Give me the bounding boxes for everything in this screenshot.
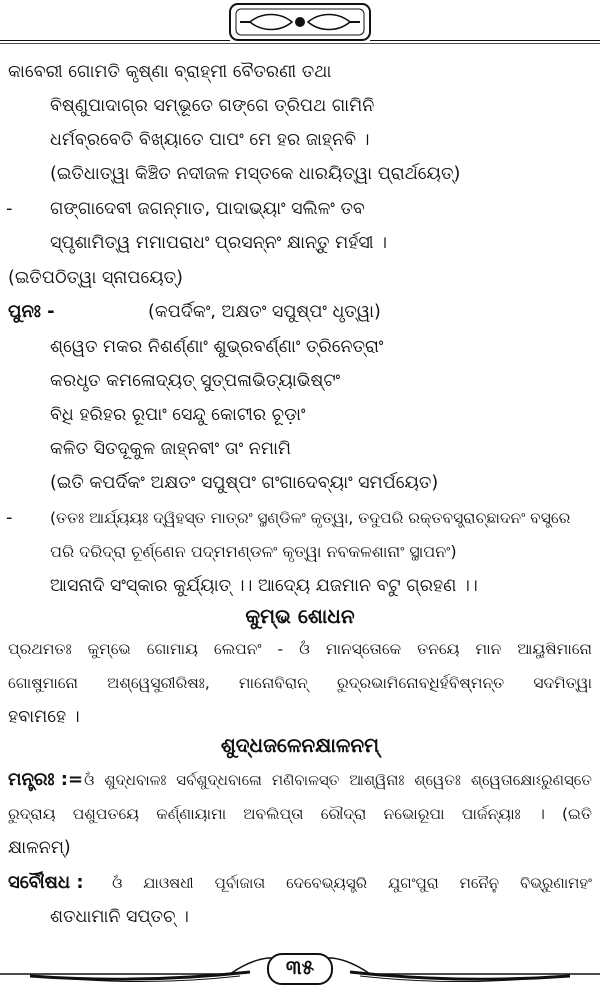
paragraph-line: ପ୍ରଥମତଃ କୁମ୍ଭେ ଗୋମାୟ ଲେପନଂ - ଓଁ ମାନସ୍ତୋକେ ତନୟେ ମାନ ଆୟୁଷିମାନୋ: [8, 640, 592, 658]
instruction-line: ପରି ଦରିଦ୍ରା ଚୂର୍ଣ୍ଣେନ ପଦ୍ମମଣ୍ଡଳଂ କୃତ୍ୱା ନବକଳଶାନାଂ ସ୍ଥାପନଂ): [50, 542, 457, 561]
paragraph-line: କ୍ଷାଳନମ୍): [8, 838, 71, 858]
dash-marker: -: [6, 198, 13, 219]
paragraph-line: ରୁଦ୍ରାୟ ପଶୁପତୟେ କର୍ଣ୍ଣାୟାମା ଅବଲିପ୍ତା ରୌଦ୍ରା ନଭୋରୂପା ପାର୍ଜନ୍ୟାଃ । (ଇତି: [8, 805, 592, 823]
verse-line: ଗଙ୍ଗାଦେବୀ ଜଗନ୍ମାତ, ପାଦାଭ୍ୟାଂ ସଲିଳଂ ତବ: [50, 199, 365, 219]
verse-line: ସ୍ପୃଶାମିତ୍ୱ ମମାପରାଧଂ ପ୍ରସନ୍ନଂ କ୍ଷାନ୍ତୁ ମର୍ହସୀ ।: [50, 233, 388, 253]
paragraph-line: ଓଁ ଶୁଦ୍ଧବାଳଃ ସର୍ବଶୁଦ୍ଧବାଳୋ ମଣିବାଳସ୍ତ ଆଶ୍ୱିନାଃ ଶ୍ୱେତଃ ଶ୍ୱେତାକ୍ଷୋଽରୁଣସ୍ତେ: [84, 771, 592, 789]
verse-line: ଶ୍ୱେତ ମକର ନିଶର୍ଣ୍ଣାଂ ଶୁଭ୍ରବର୍ଣ୍ଣାଂ ତ୍ରିନେତ୍ରାଂ: [50, 337, 384, 357]
instruction-line: (ଇତିପଠିତ୍ୱା ସ୍ନାପୟେତ୍): [8, 268, 183, 288]
verse-line: ବିଧି ହରିହର ରୂପାଂ ସେନ୍ଦୁ କୋଟୀର ଚୂଡ଼ାଂ: [50, 405, 306, 425]
instruction-line: ଆସନାଦି ସଂସ୍କାର କୁର୍ଯ୍ୟାତ୍ ।। ଆଦ୍ୟେ ଯଜମାନ ବଟୁ ଗ୍ରହଣ ।।: [50, 576, 478, 596]
paragraph-line: ହବାମହେ ।: [8, 707, 80, 727]
verse-line: ବିଷ୍ଣୁପାଦାଗ୍ର ସମ୍ଭୂତେ ଗଙ୍ଗେ ତ୍ରିପଥ ଗାମିନି: [50, 96, 375, 116]
instruction-line: (ତତଃ ଆର୍ଯ୍ୟୟଃ ଦ୍ୱିହସ୍ତ ମାତ୍ରଂ ସ୍ଥଣ୍ଡିଳଂ କୃତ୍ୱା, ତଦୁପରି ରକ୍ତବସ୍ତ୍ରାଚ୍ଛାଦନଂ ବସ୍ତ୍ରେ: [50, 509, 571, 527]
puna-label: ପୁନଃ -: [8, 301, 55, 322]
section-heading-shuddha: ଶୁଦ୍ଧଜଳେନକ୍ଷାଳନମ୍: [220, 733, 380, 757]
verse-line: କଳିତ ସିତଦୂକୁଳ ଜାହ୍ନବୀଂ ତାଂ ନମାମି: [50, 439, 292, 459]
verse-line: କରଧୃତ କମଳୋଦ୍ୟତ୍ ସୁତ୍ପଳାଭିତ୍ୟାଭିଷ୍ଟଂ: [50, 371, 341, 391]
puna-note: (କପର୍ଦିକଂ, ଅକ୍ଷତଂ ସପୁଷ୍ପଂ ଧୃତ୍ୱା): [148, 302, 381, 322]
dash-marker: -: [6, 507, 13, 528]
verse-line: କାବେରୀ ଗୋମତି କୃଷ୍ଣା ବ୍ରାହ୍ମୀ ବୈତରଣୀ ତଥା: [8, 62, 332, 82]
sarvaushadha-label: ସର୍ବୌଷଧ :: [8, 872, 84, 893]
paragraph-line: ଶତଧାମାନି ସପ୍ତଚ୍ ।: [50, 907, 189, 927]
instruction-line: (ଇତି କପର୍ଦିକଂ ଅକ୍ଷତଂ ସପୁଷ୍ପଂ ଗଂଗାଦେବ୍ୟାଂ ସମର୍ପୟେତ): [50, 473, 439, 493]
instruction-line: (ଇତିଧାତ୍ୱା କିଞ୍ଚିତ ନଦୀଜଳ ମସ୍ତକେ ଧାରୟିତ୍ୱା ପ୍ରାର୍ଥୟେତ୍): [50, 164, 461, 184]
mantra-label: ମନ୍ତ୍ରଃ :=: [8, 769, 84, 790]
section-heading-kumbha: କୁମ୍ଭ ଶୋଧନ: [245, 604, 355, 628]
page-number: ୩୫: [285, 955, 315, 979]
verse-line: ଧର୍ମବ୍ରବେତି ବିଖ୍ୟାତେ ପାପଂ ମେ ହର ଜାହ୍ନବି ।: [50, 130, 370, 150]
top-ornament: [0, 0, 600, 44]
paragraph-line: ଗୋଷୁମାନୋ ଅଶ୍ୱେସୁରୀରିଷଃ, ମାନୋବିରାନ୍ ରୁଦ୍ରଭାମିନୋବଧିର୍ହବିଷ୍ମନ୍ତ ସଦମିତ୍ୱା: [8, 674, 592, 692]
paragraph-line: ଓଁ ଯାଓଷଧୀ ପୂର୍ବାଜାତା ଦେବେଭ୍ୟସ୍ତ୍ରି ଯୁଗଂପୁରା ମନୈନୁ ବିଭ୍ରୁଣାମହଂ: [112, 874, 592, 892]
